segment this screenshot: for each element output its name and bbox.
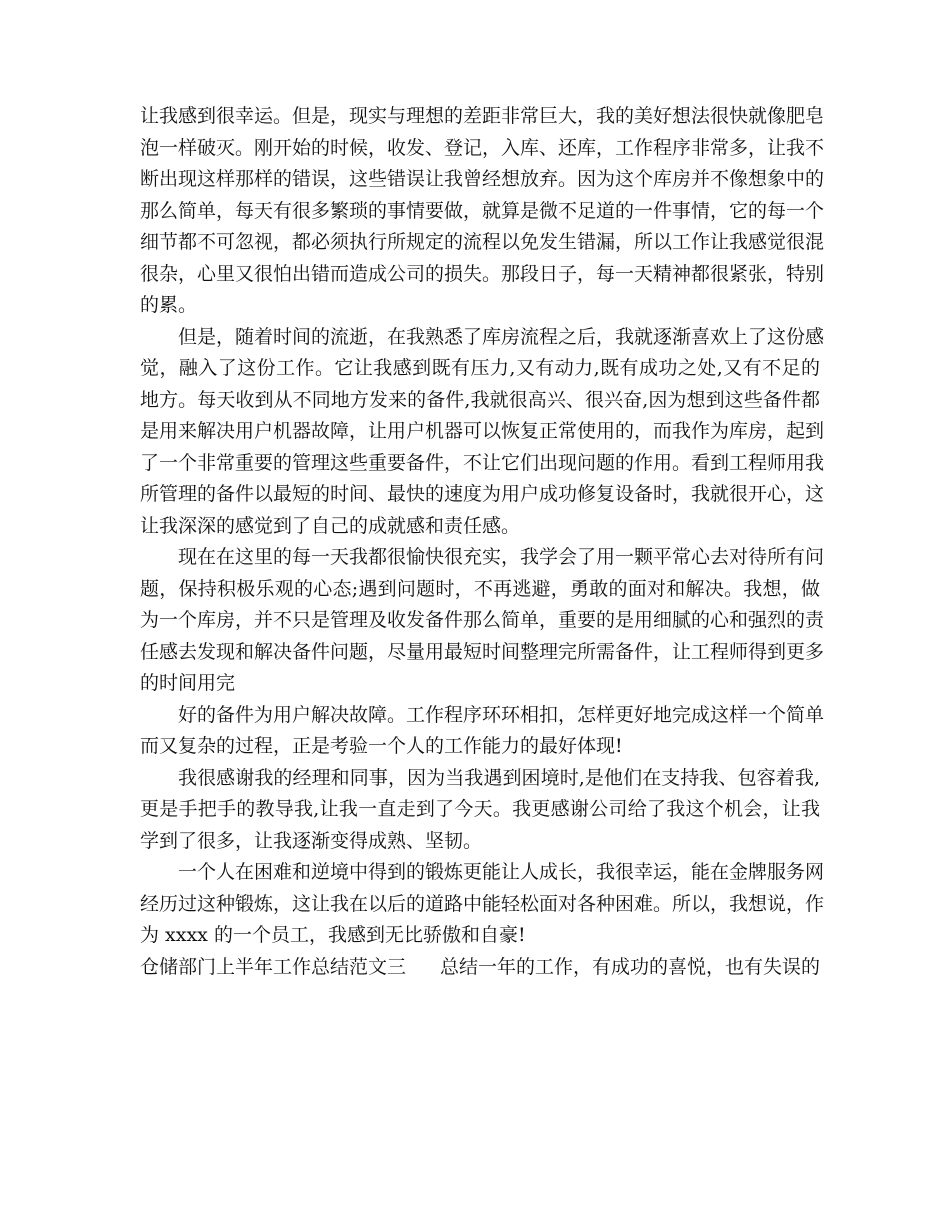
text-line: 现在在这里的每一天我都很愉快很充实，我学会了用一颗平常心去对待所有问	[178, 546, 825, 568]
text-line: 更是手把手的教导我,让我一直走到了今天。我更感谢公司给了我这个机会，让我	[140, 798, 820, 820]
text-line: 觉，融入了这份工作。它让我感到既有压力,又有动力,既有成功之处,又有不足的	[140, 357, 820, 379]
text-line: 细节都不可忽视，都必须执行所规定的流程以免发生错漏，所以工作让我感觉很混	[140, 231, 825, 253]
text-line: 为一个库房，并不只是管理及收发备件那么简单，重要的是用细腻的心和强烈的责	[140, 609, 825, 631]
text-line: 一个人在困难和逆境中得到的锻炼更能让人成长，我很幸运，能在金牌服务网	[178, 861, 825, 883]
text-line: 好的备件为用户解决故障。工作程序环环相扣，怎样更好地完成这样一个简单	[178, 703, 825, 726]
document-body	[140, 101, 825, 983]
text-line: 是用来解决用户机器故障，让用户机器可以恢复正常使用的，而我作为库房，起到	[140, 420, 825, 442]
section-title: 仓储部门上半年工作总结范文三	[140, 955, 407, 978]
text-line: 经历过这种锻炼，这让我在以后的道路中能轻松面对各种困难。所以，我想说，作	[140, 892, 825, 915]
text-line: 了一个非常重要的管理这些重要备件，不让它们出现问题的作用。看到工程师用我	[140, 451, 825, 474]
section-heading-line	[140, 952, 820, 984]
text-line: 断出现这样那样的错误，这些错误让我曾经想放弃。因为这个库房并不像想象中的	[140, 168, 825, 190]
text-line: 的时间用完	[140, 672, 236, 694]
text-line: 为 xxxx 的一个员工，我感到无比骄傲和自豪!	[140, 924, 526, 946]
text-line: 地方。每天收到从不同地方发来的备件,我就很高兴、很兴奋,因为想到这些备件都	[140, 388, 820, 411]
text-line: 那么简单，每天有很多繁琐的事情要做，就算是微不足道的一件事情，它的每一个	[140, 199, 825, 222]
text-line: 所管理的备件以最短的时间、最快的速度为用户成功修复设备时，我就很开心，这	[140, 483, 825, 505]
text-line: 让我深深的感觉到了自己的成就感和责任感。	[140, 514, 521, 537]
text-line: 的累。	[140, 294, 198, 316]
text-line: 题，保持积极乐观的心态;遇到问题时，不再逃避，勇敢的面对和解决。我想，做	[140, 577, 820, 600]
text-line: 我很感谢我的经理和同事，因为当我遇到困境时,是他们在支持我、包容着我,	[178, 766, 820, 789]
text-line: 泡一样破灭。刚开始的时候，收发、登记，入库、还库，工作程序非常多，让我不	[140, 136, 825, 159]
text-line: 而又复杂的过程，正是考验一个人的工作能力的最好体现!	[140, 735, 623, 757]
text-line: 但是，随着时间的流逝，在我熟悉了库房流程之后，我就逐渐喜欢上了这份感	[178, 325, 825, 348]
text-line: 学到了很多，让我逐渐变得成熟、坚韧。	[140, 829, 483, 852]
text-line: 任感去发现和解决备件问题，尽量用最短时间整理完所需备件，让工程师得到更多	[140, 640, 825, 663]
text-line: 很杂，心里又很怕出错而造成公司的损失。那段日子，每一天精神都很紧张，特别	[140, 262, 825, 285]
heading-continuation-text: 总结一年的工作，有成功的喜悦，也有失误的	[440, 955, 821, 978]
text-line: 让我感到很幸运。但是，现实与理想的差距非常巨大，我的美好想法很快就像肥皂	[140, 105, 825, 127]
